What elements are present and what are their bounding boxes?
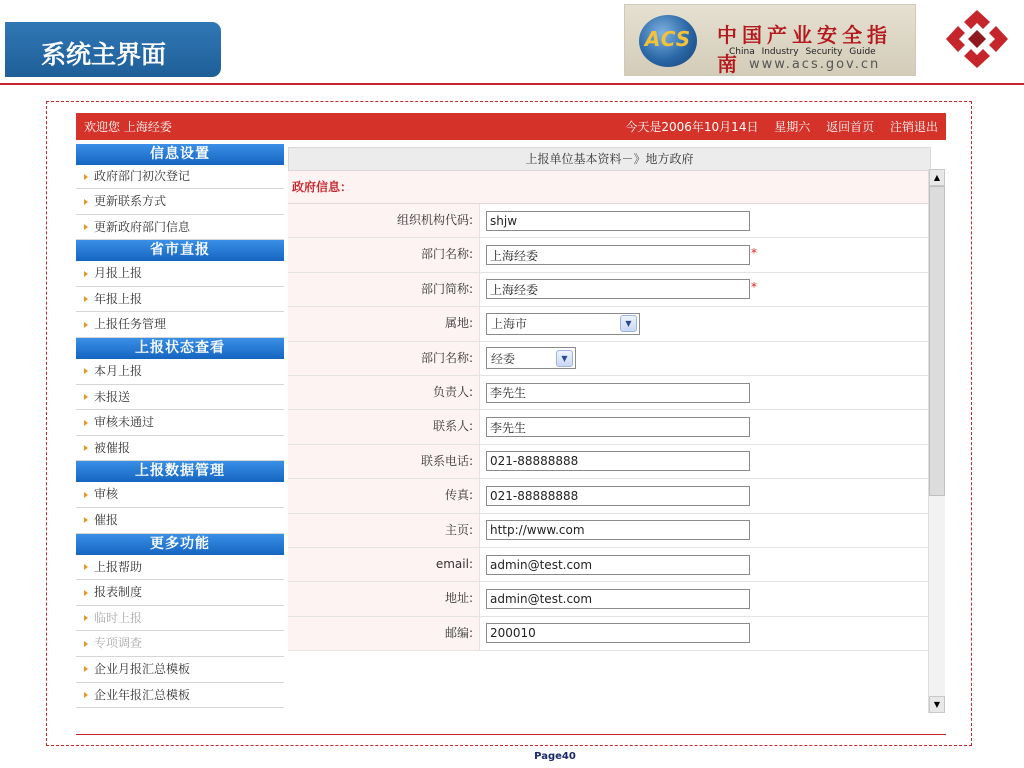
sidebar-item-label: 未报送 bbox=[94, 389, 131, 404]
logout-link[interactable]: 注销退出 bbox=[889, 120, 938, 134]
bullet-arrow-icon bbox=[84, 224, 88, 230]
sidebar-item-reminded[interactable] bbox=[76, 436, 284, 462]
app-window bbox=[76, 113, 946, 735]
sidebar-item-update-dept-info[interactable] bbox=[76, 215, 284, 241]
field-label: 联系电话: bbox=[288, 445, 480, 478]
top-bar bbox=[76, 113, 946, 140]
sidebar-item-this-month[interactable] bbox=[76, 359, 284, 385]
sidebar-item-label: 临时上报 bbox=[94, 610, 143, 625]
required-mark: * bbox=[751, 246, 757, 261]
field-label: 邮编: bbox=[288, 617, 480, 650]
sidebar-item-label: 上报帮助 bbox=[94, 559, 143, 574]
sidebar-item-remind[interactable] bbox=[76, 508, 284, 534]
sidebar-item-help[interactable] bbox=[76, 555, 284, 581]
form-row bbox=[288, 617, 931, 651]
vertical-scrollbar[interactable] bbox=[928, 169, 945, 713]
acs-logo-text: ACS bbox=[644, 27, 692, 51]
email-field[interactable] bbox=[486, 555, 750, 575]
header-divider bbox=[0, 83, 1024, 85]
bullet-arrow-icon bbox=[84, 420, 88, 426]
sidebar-item-report-system[interactable] bbox=[76, 580, 284, 606]
slide-title: 系统主界面 bbox=[5, 22, 221, 77]
required-mark: * bbox=[751, 280, 757, 295]
field-label: 部门名称: bbox=[288, 342, 480, 375]
date-text: 今天是2006年10月14日 bbox=[625, 120, 759, 134]
sidebar-item-not-submitted[interactable] bbox=[76, 385, 284, 411]
sidebar-item-rejected[interactable] bbox=[76, 410, 284, 436]
chevron-down-icon[interactable]: ▼ bbox=[620, 315, 637, 332]
sidebar-item-label: 年报上报 bbox=[94, 291, 143, 306]
scroll-down-icon[interactable]: ▼ bbox=[929, 696, 945, 713]
bullet-arrow-icon bbox=[84, 199, 88, 205]
phone-input[interactable] bbox=[486, 451, 750, 471]
field-label: 地址: bbox=[288, 582, 480, 615]
sidebar-item-label: 报表制度 bbox=[94, 585, 143, 600]
form-row bbox=[288, 204, 931, 238]
bullet-arrow-icon bbox=[84, 666, 88, 672]
top-bar-right bbox=[613, 118, 938, 135]
field-label: 负责人: bbox=[288, 376, 480, 409]
section-label: 政府信息： bbox=[288, 171, 931, 204]
sidebar-item-label: 更新联系方式 bbox=[94, 194, 167, 208]
sidebar-item-update-contact[interactable] bbox=[76, 189, 284, 215]
sidebar-section-report-status: 上报状态查看 bbox=[76, 338, 284, 359]
bullet-arrow-icon bbox=[84, 492, 88, 498]
form-row bbox=[288, 238, 931, 272]
select-value: 上海市 bbox=[491, 317, 528, 332]
select-value: 经委 bbox=[491, 351, 516, 366]
sidebar-item-label: 企业年报汇总模板 bbox=[94, 687, 191, 702]
bullet-arrow-icon bbox=[84, 368, 88, 374]
bullet-arrow-icon bbox=[84, 517, 88, 523]
address-input[interactable] bbox=[486, 589, 750, 609]
org-code-input[interactable] bbox=[486, 211, 750, 231]
form-row bbox=[288, 582, 931, 616]
sidebar-item-annual-template[interactable] bbox=[76, 683, 284, 709]
sidebar-item-monthly-report[interactable] bbox=[76, 261, 284, 287]
form-title: 上报单位基本资料－》地方政府 bbox=[288, 147, 931, 171]
sidebar-section-more: 更多功能 bbox=[76, 534, 284, 555]
banner-cn-title: 中国产业安全指南 bbox=[717, 23, 892, 76]
sidebar-item-label: 专项调查 bbox=[94, 636, 143, 651]
sidebar-item-label: 上报任务管理 bbox=[94, 317, 167, 332]
form-row bbox=[288, 514, 931, 548]
bullet-arrow-icon bbox=[84, 641, 88, 647]
form-panel bbox=[288, 147, 931, 684]
field-label: 部门简称: bbox=[288, 273, 480, 306]
sidebar-item-label: 更新政府部门信息 bbox=[94, 219, 191, 234]
field-label: email: bbox=[288, 548, 480, 581]
sidebar-item-label: 月报上报 bbox=[94, 266, 143, 281]
sidebar-item-first-registration[interactable] bbox=[76, 165, 284, 189]
fax-input[interactable] bbox=[486, 486, 750, 506]
welcome-text: 欢迎您 上海经委 bbox=[84, 120, 172, 134]
form-row bbox=[288, 445, 931, 479]
sidebar-section-info-settings: 信息设置 bbox=[76, 144, 284, 165]
sidebar-item-label: 催报 bbox=[94, 512, 119, 527]
sidebar-item-temporary-report[interactable] bbox=[76, 606, 284, 632]
bullet-arrow-icon bbox=[84, 322, 88, 328]
form-row bbox=[288, 410, 931, 444]
field-label: 组织机构代码: bbox=[288, 204, 480, 237]
form-row bbox=[288, 548, 931, 582]
form-row bbox=[288, 376, 931, 410]
scroll-up-icon[interactable]: ▲ bbox=[929, 169, 945, 186]
form-row bbox=[288, 307, 931, 341]
leader-input[interactable] bbox=[486, 383, 750, 403]
bullet-arrow-icon bbox=[84, 174, 88, 180]
field-label: 联系人: bbox=[288, 410, 480, 443]
dept-type-select[interactable] bbox=[486, 347, 576, 369]
form-row bbox=[288, 342, 931, 376]
sidebar-item-audit[interactable] bbox=[76, 482, 284, 508]
sidebar-item-label: 审核未通过 bbox=[94, 415, 155, 430]
banner-url: www.acs.gov.cn bbox=[749, 57, 881, 72]
dept-short-name-input[interactable] bbox=[486, 279, 750, 299]
dept-name-input[interactable] bbox=[486, 245, 750, 265]
banner-en-title: China Industry Security Guide bbox=[729, 47, 876, 57]
field-label: 主页: bbox=[288, 514, 480, 547]
sidebar-item-label: 审核 bbox=[94, 487, 119, 502]
sidebar-item-monthly-template[interactable] bbox=[76, 657, 284, 683]
bullet-arrow-icon bbox=[84, 296, 88, 302]
bullet-arrow-icon bbox=[84, 692, 88, 698]
sidebar bbox=[76, 144, 284, 708]
sidebar-item-annual-report[interactable] bbox=[76, 287, 284, 313]
acs-banner bbox=[624, 4, 916, 76]
field-label: 属地: bbox=[288, 307, 480, 340]
bullet-arrow-icon bbox=[84, 590, 88, 596]
chevron-down-icon[interactable]: ▼ bbox=[556, 350, 573, 367]
bullet-arrow-icon bbox=[84, 445, 88, 451]
bullet-arrow-icon bbox=[84, 615, 88, 621]
home-link[interactable]: 返回首页 bbox=[826, 120, 875, 134]
sidebar-item-label: 企业月报汇总模板 bbox=[94, 661, 191, 676]
sidebar-item-label: 政府部门初次登记 bbox=[94, 169, 191, 183]
scroll-thumb[interactable] bbox=[929, 186, 945, 496]
sidebar-item-label: 被催报 bbox=[94, 440, 131, 455]
company-logo-icon bbox=[944, 8, 1010, 70]
sidebar-item-label: 本月上报 bbox=[94, 363, 143, 378]
locality-select[interactable] bbox=[486, 313, 640, 335]
sidebar-section-province-report: 省市直报 bbox=[76, 240, 284, 261]
form-row bbox=[288, 273, 931, 307]
homepage-input[interactable] bbox=[486, 520, 750, 540]
bullet-arrow-icon bbox=[84, 271, 88, 277]
sidebar-section-data-management: 上报数据管理 bbox=[76, 461, 284, 482]
sidebar-item-special-survey[interactable] bbox=[76, 631, 284, 657]
sidebar-item-task-management[interactable] bbox=[76, 312, 284, 338]
bullet-arrow-icon bbox=[84, 564, 88, 570]
weekday-text: 星期六 bbox=[774, 120, 811, 134]
postcode-input[interactable] bbox=[486, 623, 750, 643]
content-area bbox=[76, 140, 946, 735]
bullet-arrow-icon bbox=[84, 394, 88, 400]
contact-person-input[interactable] bbox=[486, 417, 750, 437]
form-row bbox=[288, 479, 931, 513]
page-number: Page40 bbox=[534, 751, 576, 762]
field-label: 部门名称: bbox=[288, 238, 480, 271]
field-label: 传真: bbox=[288, 479, 480, 512]
